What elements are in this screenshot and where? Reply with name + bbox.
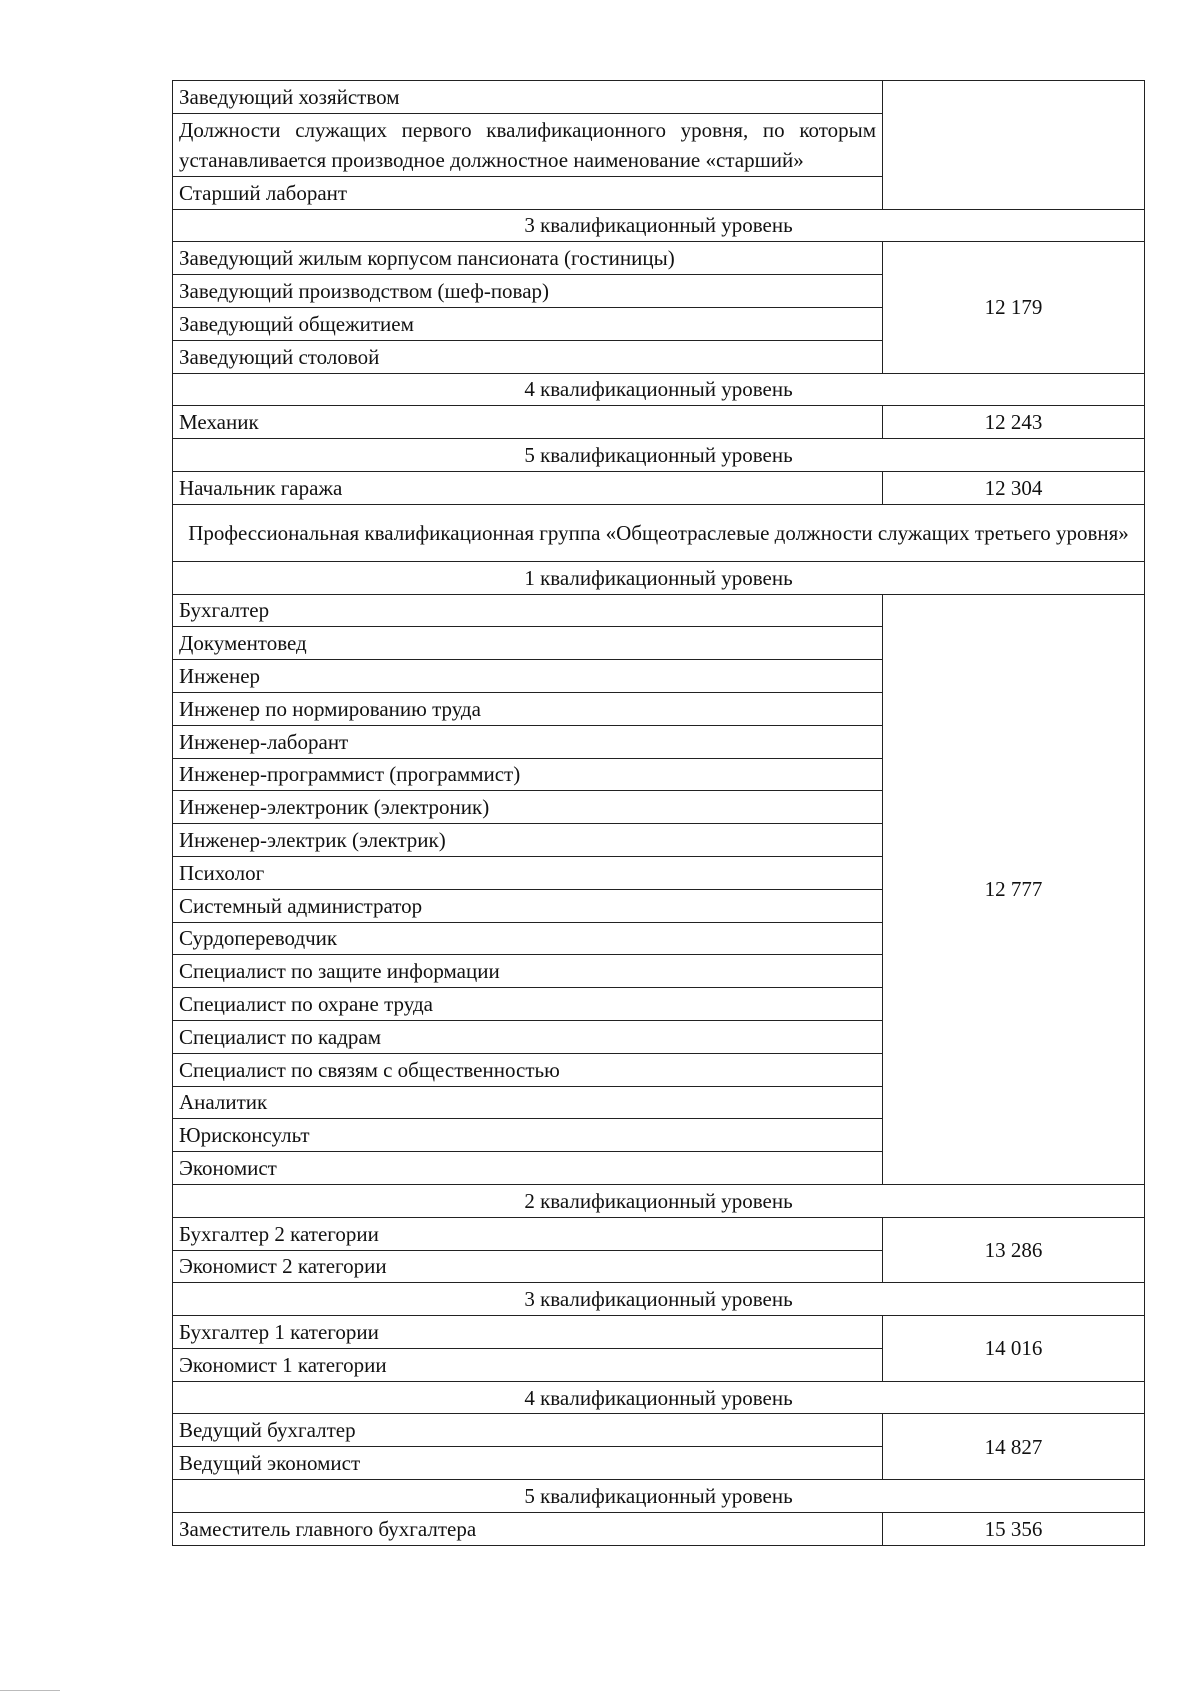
salary-cell-empty [883,81,1145,210]
position-cell: Экономист 1 категории [173,1348,883,1381]
level-heading: 4 квалификационный уровень [173,373,1145,406]
level-heading: 5 квалификационный уровень [173,439,1145,472]
salary-cell: 14 827 [883,1414,1145,1480]
level-heading: 5 квалификационный уровень [173,1480,1145,1513]
level-heading: 3 квалификационный уровень [173,1283,1145,1316]
level-heading: 2 квалификационный уровень [173,1184,1145,1217]
position-cell: Специалист по связям с общественностью [173,1053,883,1086]
position-cell: Заведующий производством (шеф-повар) [173,275,883,308]
position-cell: Должности служащих первого квалификационного уровня, по которым устанавливается производное должностное наименование «старший» [173,113,883,176]
position-cell: Заместитель главного бухгалтера [173,1512,883,1545]
level-heading-row [173,1480,1145,1513]
position-cell: Специалист по охране труда [173,988,883,1021]
salary-cell: 14 016 [883,1316,1145,1382]
position-cell: Инженер [173,660,883,693]
table-row [173,1217,1145,1250]
scan-edge-mark [0,1690,60,1691]
table-row [173,1512,1145,1545]
position-cell: Документовед [173,627,883,660]
level-heading: 3 квалификационный уровень [173,209,1145,242]
salary-cell: 15 356 [883,1512,1145,1545]
position-cell: Системный администратор [173,889,883,922]
position-cell: Бухгалтер 2 категории [173,1217,883,1250]
position-cell: Начальник гаража [173,471,883,504]
level-heading: 1 квалификационный уровень [173,561,1145,594]
position-cell: Аналитик [173,1086,883,1119]
salary-cell: 12 777 [883,594,1145,1184]
table-row [173,594,1145,627]
position-cell: Заведующий жилым корпусом пансионата (гостиницы) [173,242,883,275]
position-cell: Инженер-программист (программист) [173,758,883,791]
group-heading-row [173,504,1145,561]
salary-table [172,80,1145,1546]
position-cell: Инженер по нормированию труда [173,692,883,725]
position-cell: Ведущий экономист [173,1447,883,1480]
position-cell: Заведующий общежитием [173,307,883,340]
level-heading-row [173,1184,1145,1217]
position-cell: Инженер-электрик (электрик) [173,824,883,857]
level-heading-row [173,439,1145,472]
position-cell: Старший лаборант [173,176,883,209]
salary-cell: 12 243 [883,406,1145,439]
group-heading: Профессиональная квалификационная группа «Общеотраслевые должности служащих третьего уровня» [173,504,1145,561]
position-cell: Специалист по кадрам [173,1020,883,1053]
table-row [173,406,1145,439]
level-heading: 4 квалификационный уровень [173,1381,1145,1414]
table-row [173,1414,1145,1447]
table-row [173,81,1145,114]
position-cell: Сурдопереводчик [173,922,883,955]
salary-cell: 12 179 [883,242,1145,373]
position-cell: Заведующий столовой [173,340,883,373]
level-heading-row [173,209,1145,242]
salary-cell: 12 304 [883,471,1145,504]
position-cell: Заведующий хозяйством [173,81,883,114]
position-cell: Инженер-электроник (электроник) [173,791,883,824]
table-row [173,242,1145,275]
position-cell: Бухгалтер 1 категории [173,1316,883,1349]
level-heading-row [173,1283,1145,1316]
level-heading-row [173,373,1145,406]
position-cell: Механик [173,406,883,439]
position-cell: Экономист 2 категории [173,1250,883,1283]
position-cell: Психолог [173,856,883,889]
position-cell: Специалист по защите информации [173,955,883,988]
salary-cell: 13 286 [883,1217,1145,1283]
position-cell: Экономист [173,1152,883,1185]
position-cell: Бухгалтер [173,594,883,627]
position-cell: Ведущий бухгалтер [173,1414,883,1447]
position-cell: Юрисконсульт [173,1119,883,1152]
table-row [173,1316,1145,1349]
level-heading-row [173,561,1145,594]
level-heading-row [173,1381,1145,1414]
table-row [173,471,1145,504]
position-cell: Инженер-лаборант [173,725,883,758]
